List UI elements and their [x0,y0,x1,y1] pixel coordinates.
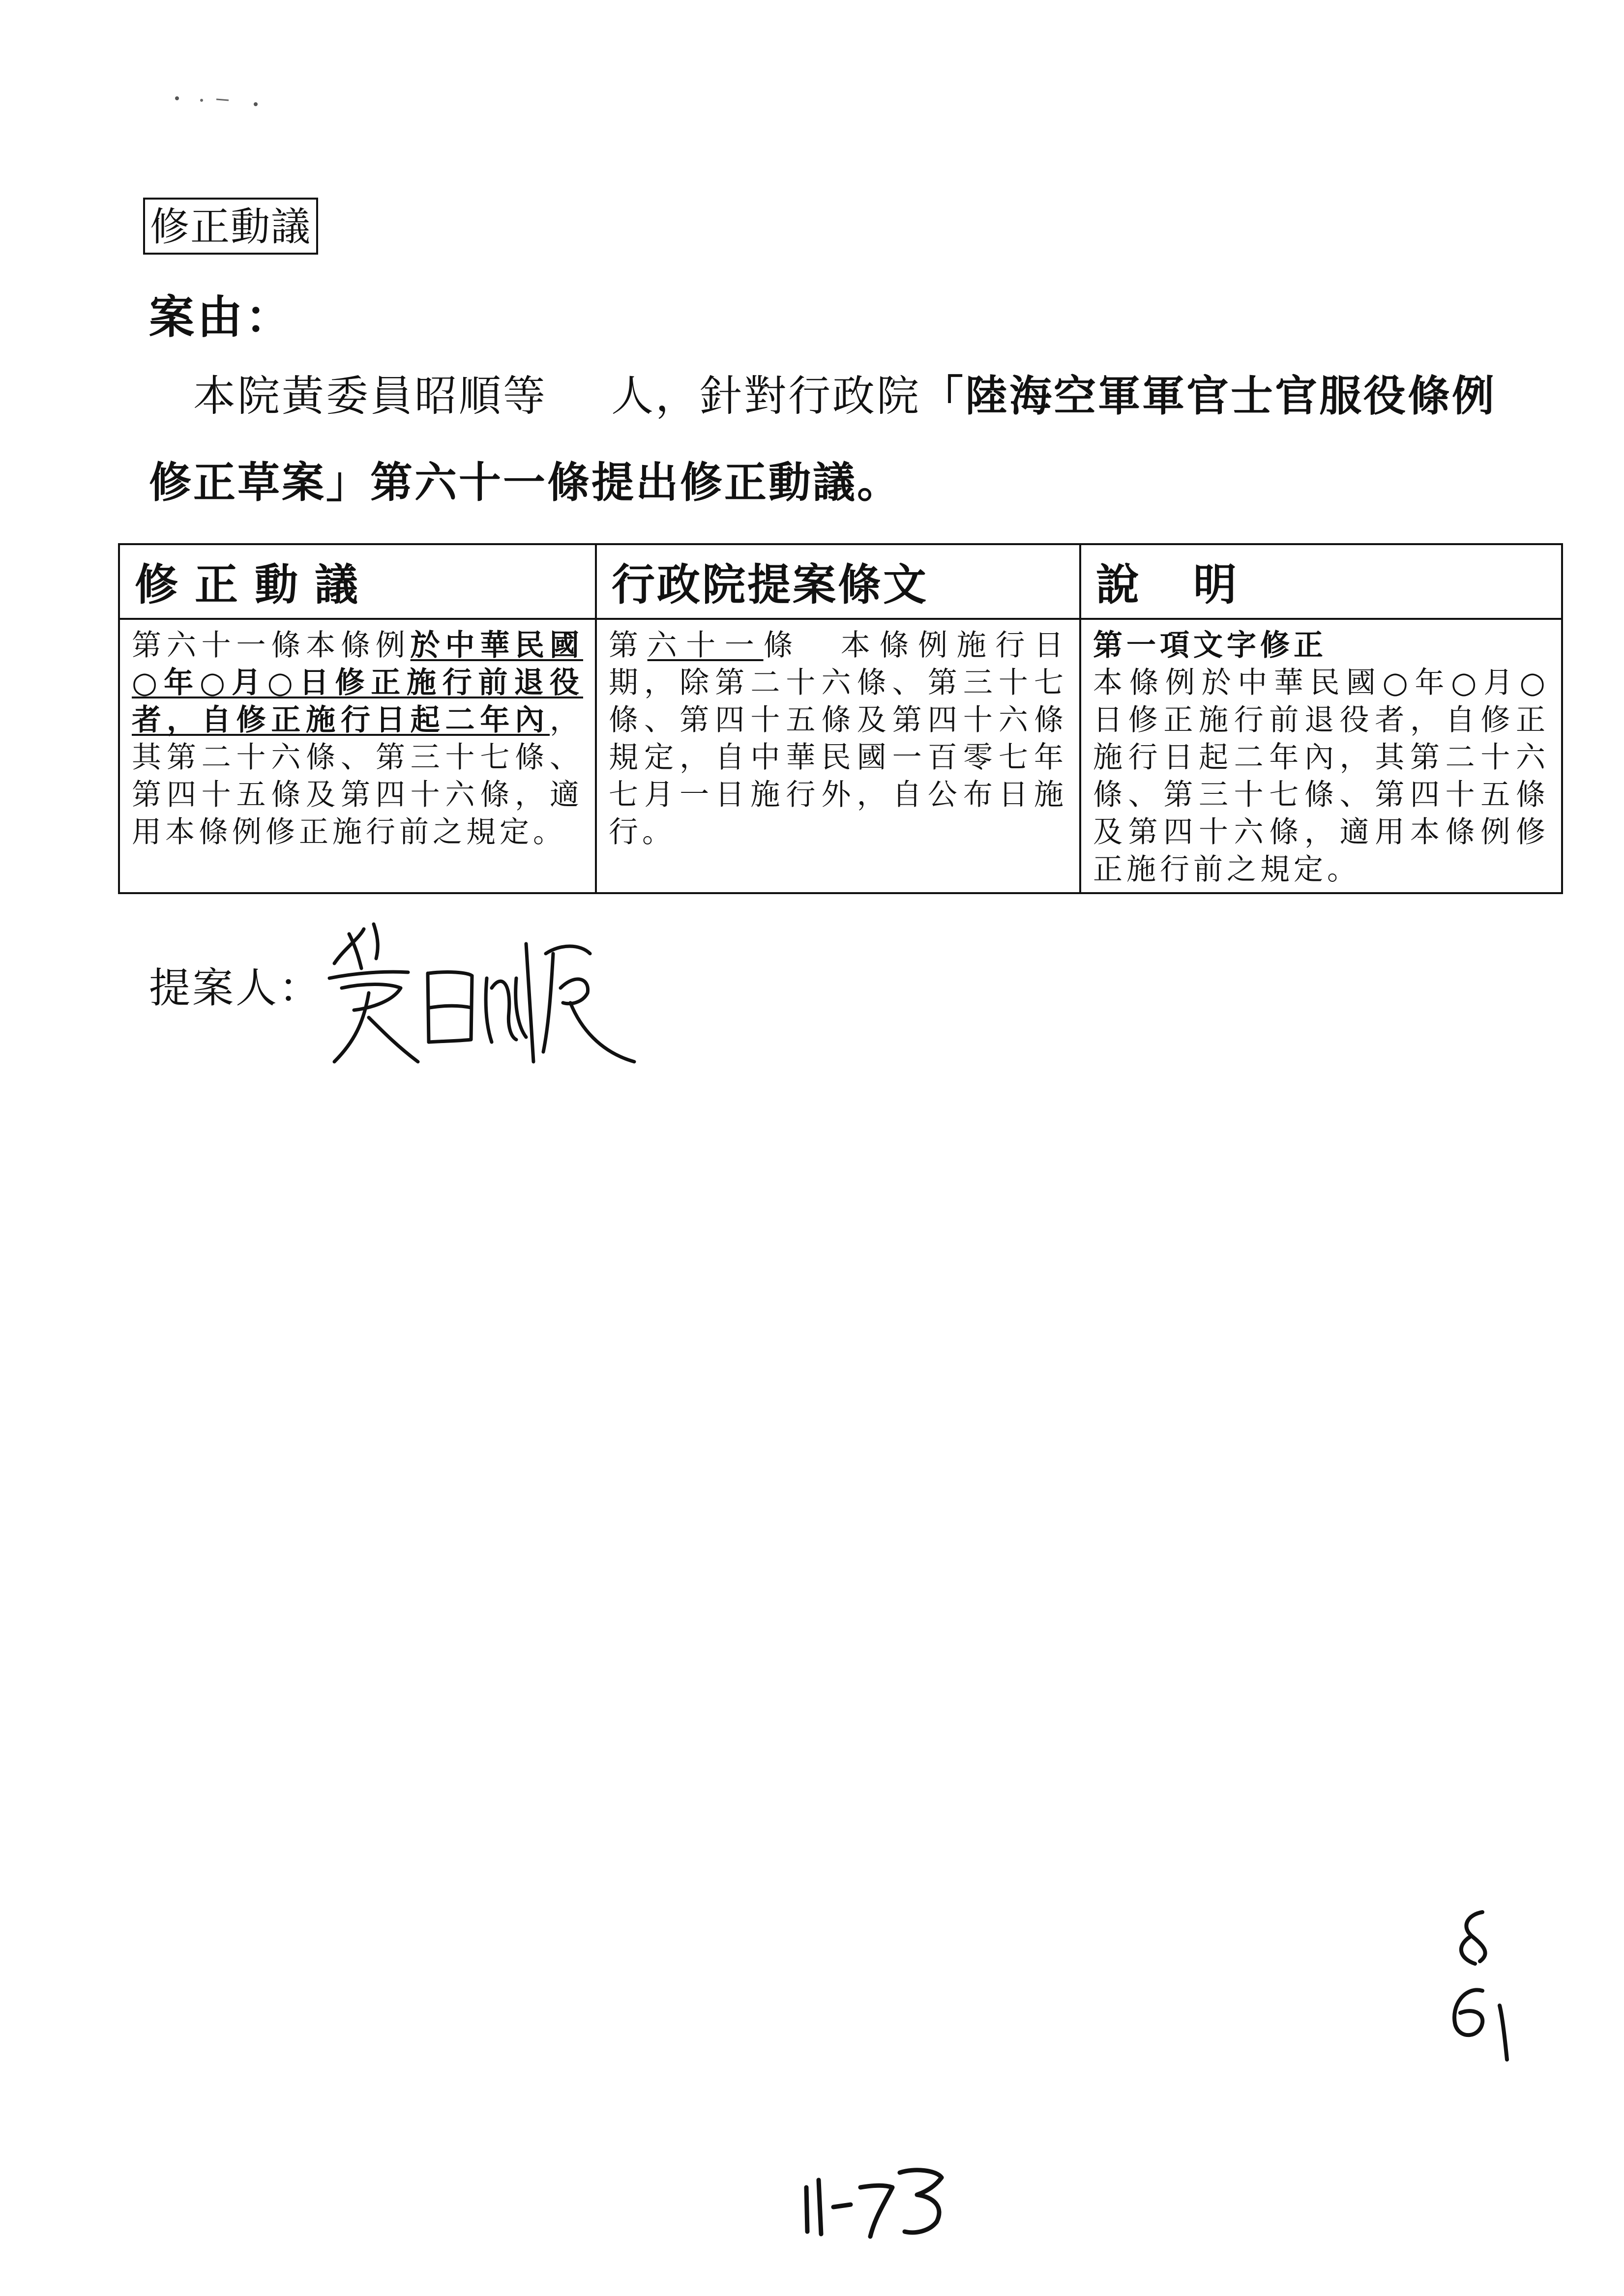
proposer-label: 提案人： [149,964,323,1012]
motion-text-part3: ，其第二十六條、第三十七條、第四十五條及第四十六條，適用本條例修正施行前之規定。 [132,703,583,849]
handwritten-page-number [797,2158,954,2241]
motion-cell [119,619,596,893]
executive-cell [596,619,1080,893]
reason-line1-mid: 人，針對行政院 [611,372,921,421]
handwritten-section-mark [1426,1907,1524,2064]
executive-text-part3: 條 本條例施行日期，除第二十六條、第三十七條、第四十五條及第四十六條規定，自中華民國一百零七年七月一日施行外，自公布日施行。 [609,628,1068,849]
executive-text-part1: 第 [609,628,648,663]
motion-text-amended: 於中華民國○年○月○日修正施行前退役者，自修正施行日起二年內 [132,628,584,737]
motion-text-part1: 第六十一條本條例 [132,628,411,663]
handwritten-signature [315,914,639,1081]
bill-name-part1: 「陸海空軍軍官士官服役條例 [921,371,1496,421]
table-row [119,619,1562,893]
scan-specks [167,88,285,118]
reason-heading: 案由： [149,291,294,344]
reason-line1-prefix: 本院黃委員昭順等 [193,372,547,421]
executive-article-number: 六十一 [647,628,764,663]
reason-text [149,353,1526,526]
amendment-table [118,543,1563,894]
header-executive-draft: 行政院提案條文 [596,544,1080,619]
motion-type-tag: 修正動議 [143,198,318,255]
header-explanation: 說明 [1080,544,1562,619]
explanation-cell [1080,619,1562,893]
explanation-heading: 第一項文字修正 [1093,628,1327,663]
explanation-body: 本條例於中華民國○年○月○日修正施行前退役者，自修正施行日起二年內，其第二十六條、第三十七條、第四十五條及第四十六條，適用本條例修正施行前之規定。 [1093,666,1549,887]
table-header-row [119,544,1562,619]
header-motion: 修正動議 [119,544,596,619]
bill-name-part2: 修正草案」第六十一條提出修正動議。 [149,458,901,507]
